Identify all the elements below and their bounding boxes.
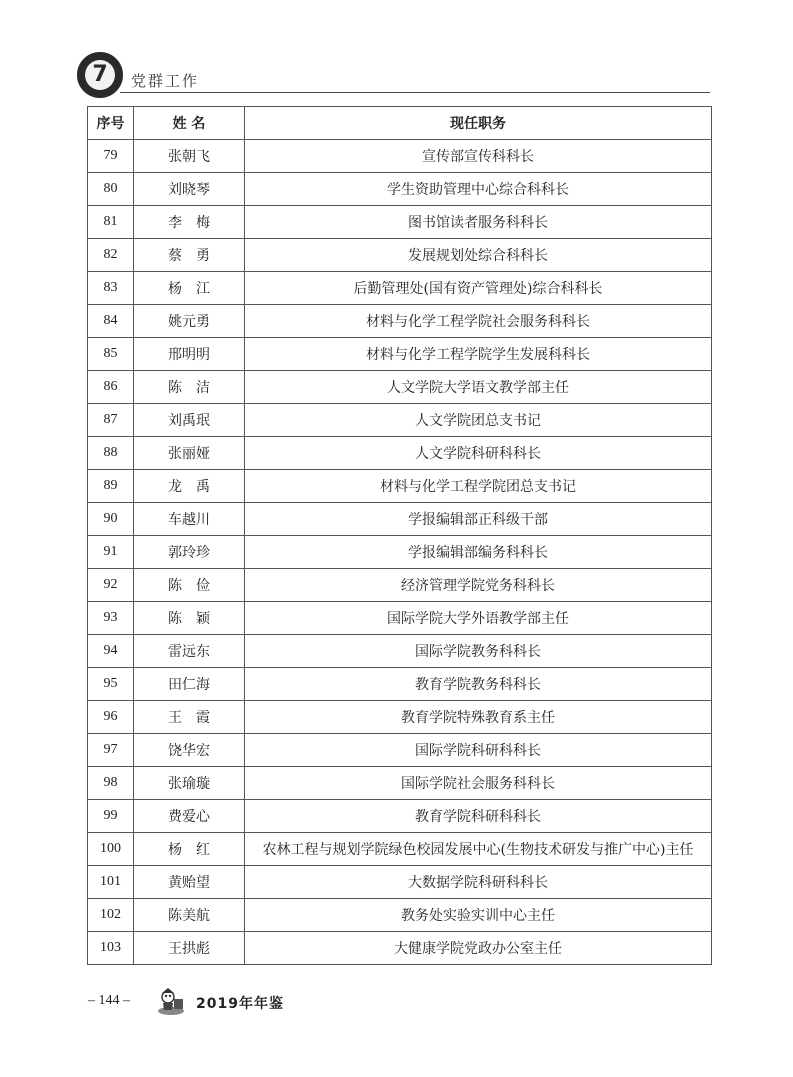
cell-name: 费爱心: [134, 800, 245, 833]
table-row: [88, 437, 712, 470]
cell-number: 86: [88, 371, 134, 404]
cell-name: 杨 红: [134, 833, 245, 866]
page-footer: [0, 985, 793, 1025]
cell-name: 陈美航: [134, 899, 245, 932]
cell-number: 80: [88, 173, 134, 206]
cell-number: 87: [88, 404, 134, 437]
cell-name: 刘禹珉: [134, 404, 245, 437]
table-row: [88, 536, 712, 569]
table-row: [88, 371, 712, 404]
cell-number: 99: [88, 800, 134, 833]
cell-number: 93: [88, 602, 134, 635]
table-row: [88, 635, 712, 668]
cell-position: 国际学院社会服务科科长: [245, 767, 712, 800]
table-row: [88, 800, 712, 833]
table-row: [88, 668, 712, 701]
cell-position: 大数据学院科研科科长: [245, 866, 712, 899]
table-row: [88, 734, 712, 767]
cell-number: 92: [88, 569, 134, 602]
page-header: [0, 0, 793, 100]
table-body: [88, 140, 712, 965]
cell-name: 车越川: [134, 503, 245, 536]
cell-position: 宣传部宣传科科长: [245, 140, 712, 173]
table-row: [88, 866, 712, 899]
cell-position: 学报编辑部正科级干部: [245, 503, 712, 536]
cell-position: 大健康学院党政办公室主任: [245, 932, 712, 965]
cell-position: 经济管理学院党务科科长: [245, 569, 712, 602]
cell-number: 90: [88, 503, 134, 536]
table-row: [88, 140, 712, 173]
table-row: [88, 173, 712, 206]
cell-position: 材料与化学工程学院社会服务科科长: [245, 305, 712, 338]
cell-position: 教育学院科研科科长: [245, 800, 712, 833]
cell-number: 96: [88, 701, 134, 734]
cell-position: 人文学院大学语文教学部主任: [245, 371, 712, 404]
cell-number: 100: [88, 833, 134, 866]
cell-name: 龙 禹: [134, 470, 245, 503]
cell-number: 85: [88, 338, 134, 371]
cell-name: 刘晓琴: [134, 173, 245, 206]
table-row: [88, 272, 712, 305]
table-row: [88, 701, 712, 734]
cell-position: 农林工程与规划学院绿色校园发展中心(生物技术研发与推广中心)主任: [245, 833, 712, 866]
yearbook-mascot-icon: [155, 985, 187, 1017]
cell-name: 张丽娅: [134, 437, 245, 470]
cell-name: 张瑜璇: [134, 767, 245, 800]
cell-number: 83: [88, 272, 134, 305]
table-row: [88, 338, 712, 371]
university-logo-icon: [77, 52, 123, 98]
section-title: 党群工作: [131, 72, 200, 90]
cell-name: 饶华宏: [134, 734, 245, 767]
cell-name: 蔡 勇: [134, 239, 245, 272]
cell-position: 教务处实验实训中心主任: [245, 899, 712, 932]
table-row: [88, 899, 712, 932]
table-row: [88, 503, 712, 536]
cell-position: 材料与化学工程学院学生发展科科长: [245, 338, 712, 371]
cell-name: 杨 江: [134, 272, 245, 305]
cell-number: 95: [88, 668, 134, 701]
logo-symbol: 7: [92, 62, 108, 87]
table-row: [88, 470, 712, 503]
table-row: [88, 602, 712, 635]
cell-name: 邢明明: [134, 338, 245, 371]
cell-name: 陈 俭: [134, 569, 245, 602]
cell-name: 郭玲珍: [134, 536, 245, 569]
page-number: – 144 –: [88, 993, 130, 1008]
table-row: [88, 767, 712, 800]
table-row: [88, 305, 712, 338]
cell-number: 88: [88, 437, 134, 470]
cell-name: 王拱彪: [134, 932, 245, 965]
table-row: [88, 569, 712, 602]
table-row: [88, 833, 712, 866]
cell-number: 84: [88, 305, 134, 338]
cell-position: 学报编辑部编务科科长: [245, 536, 712, 569]
cell-name: 黄贻望: [134, 866, 245, 899]
cell-name: 陈 颖: [134, 602, 245, 635]
cell-number: 79: [88, 140, 134, 173]
cell-name: 陈 洁: [134, 371, 245, 404]
cell-name: 田仁海: [134, 668, 245, 701]
header-divider: [120, 92, 710, 93]
cell-name: 李 梅: [134, 206, 245, 239]
cell-number: 91: [88, 536, 134, 569]
cell-position: 国际学院科研科科长: [245, 734, 712, 767]
column-header-number: 序号: [88, 107, 134, 140]
cell-number: 81: [88, 206, 134, 239]
column-header-name: 姓 名: [134, 107, 245, 140]
cell-number: 97: [88, 734, 134, 767]
table-row: [88, 404, 712, 437]
table-row: [88, 239, 712, 272]
cell-name: 雷远东: [134, 635, 245, 668]
cell-position: 发展规划处综合科科长: [245, 239, 712, 272]
cell-number: 98: [88, 767, 134, 800]
yearbook-title: 2019年年鉴: [196, 996, 284, 1012]
cell-number: 101: [88, 866, 134, 899]
cell-position: 国际学院教务科科长: [245, 635, 712, 668]
cell-number: 102: [88, 899, 134, 932]
cell-position: 学生资助管理中心综合科科长: [245, 173, 712, 206]
cell-name: 姚元勇: [134, 305, 245, 338]
table-header-row: [88, 107, 712, 140]
cell-position: 国际学院大学外语教学部主任: [245, 602, 712, 635]
cell-number: 82: [88, 239, 134, 272]
cell-position: 人文学院团总支书记: [245, 404, 712, 437]
cell-position: 人文学院科研科科长: [245, 437, 712, 470]
table-row: [88, 932, 712, 965]
column-header-position: 现任职务: [245, 107, 712, 140]
cell-position: 材料与化学工程学院团总支书记: [245, 470, 712, 503]
cell-position: 图书馆读者服务科科长: [245, 206, 712, 239]
cell-number: 94: [88, 635, 134, 668]
cell-position: 教育学院教务科科长: [245, 668, 712, 701]
cell-name: 张朝飞: [134, 140, 245, 173]
table-row: [88, 206, 712, 239]
cell-number: 89: [88, 470, 134, 503]
cell-name: 王 霞: [134, 701, 245, 734]
cell-position: 教育学院特殊教育系主任: [245, 701, 712, 734]
cell-position: 后勤管理处(国有资产管理处)综合科科长: [245, 272, 712, 305]
staff-roster-table: [87, 106, 712, 965]
cell-number: 103: [88, 932, 134, 965]
